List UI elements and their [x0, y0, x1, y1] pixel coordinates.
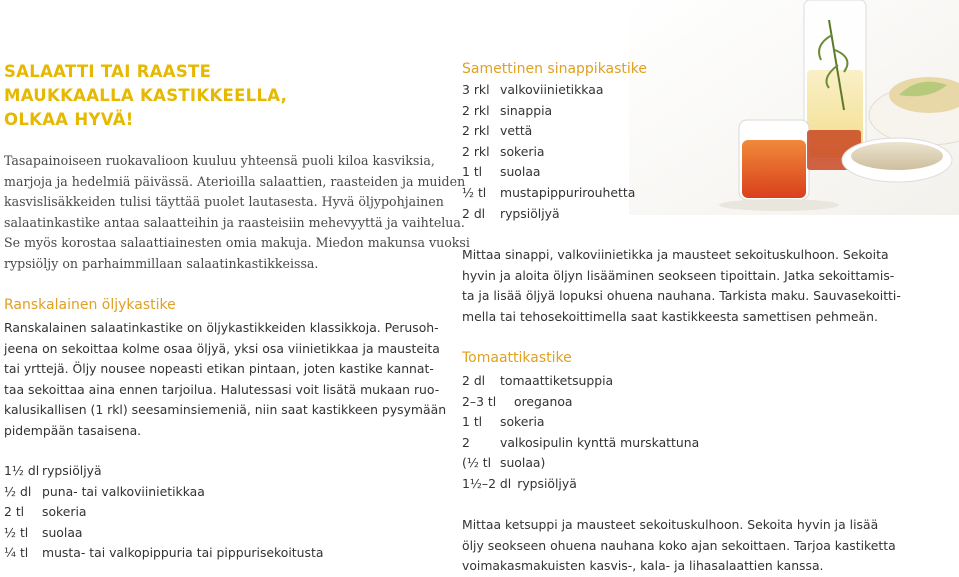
method-line: mella tai tehosekoittimella saat kastikkeesta samettisen pehmeän. [462, 308, 878, 324]
ingredient-name: rypsiöljyä [517, 475, 577, 491]
method-line: voimakasmakuisten kasvis-, kala- ja lihasalaattien kanssa. [462, 558, 824, 574]
ingredient-name: sokeria [500, 143, 545, 159]
ingredient-list-ranskalainen [4, 461, 323, 564]
ingredient-row [462, 101, 635, 122]
ingredient-name: sinappia [500, 102, 553, 118]
section-title-tomaattikastike: Tomaattikastike [462, 350, 572, 366]
ingredient-quantity: ½ tl [4, 524, 29, 540]
ingredient-quantity: 3 rkl [462, 82, 490, 97]
paragraph-line: taa sekoittaa aina ennen tarjoilua. Halutessasi voit lisätä mukaan ruo- [4, 381, 440, 397]
ranskalainen-paragraph [4, 318, 447, 442]
ingredient-list-tomaattikastike [462, 371, 699, 495]
method-line: öljy seokseen ohuena nauhana koko ajan sekoittaen. Tarjoa kastiketta [462, 537, 896, 553]
ingredient-quantity: 2–3 tl [462, 393, 497, 409]
paragraph-line: pidempään tasaisena. [4, 422, 142, 438]
ingredient-row [4, 482, 323, 503]
ingredient-row [462, 474, 699, 495]
ingredient-name: suolaa [500, 164, 541, 180]
intro-line: rypsiöljy on parhaimmillaan salaatinkastikkeissa. [4, 255, 319, 271]
ingredient-row [462, 204, 635, 225]
ingredient-row [462, 162, 635, 183]
ingredient-quantity: 2 [462, 434, 470, 450]
ingredient-row [462, 453, 699, 474]
ingredient-row [462, 412, 699, 433]
dressing-glasses-photo [629, 0, 959, 215]
ingredient-row [4, 461, 323, 482]
section-title-sinappikastike: Samettinen sinappikastike [462, 61, 648, 77]
ingredient-name: musta- tai valkopippuria tai pippurisekoitusta [42, 545, 324, 561]
ingredient-quantity: 1½ dl [4, 463, 40, 478]
intro-line: marjoja ja hedelmiä päivässä. Aterioilla salaattien, raasteiden ja muiden [4, 173, 466, 189]
ingredient-name: suolaa [42, 524, 83, 540]
intro-line: kasvislisäkkeiden tulisi täyttää puolet lautasesta. Hyvä öljypohjainen [4, 194, 444, 210]
title-line: SALAATTI TAI RAASTE [4, 62, 212, 81]
ingredient-row [462, 183, 635, 204]
ingredient-name: sokeria [42, 504, 87, 520]
tomaattikastike-method [462, 515, 952, 577]
ingredient-quantity: 2 dl [462, 205, 486, 221]
title-line: MAUKKAALLA KASTIKKEELLA, [4, 86, 288, 105]
ingredient-list-sinappikastike [462, 80, 635, 224]
ingredient-name: sokeria [500, 414, 545, 430]
ingredient-name: puna- tai valkoviinietikkaa [42, 483, 205, 499]
ingredient-quantity: ½ tl [462, 184, 487, 200]
method-line: hyvin ja aloita öljyn lisääminen seokseen tipoittain. Jatka sekoittamis- [462, 267, 895, 283]
ingredient-row [462, 142, 635, 163]
intro-paragraph [4, 151, 470, 275]
ingredient-name: tomaattiketsuppia [500, 373, 614, 388]
ingredient-name: suolaa) [500, 455, 546, 471]
paragraph-line: jeena on sekoittaa kolme osaa öljyä, yksi osa viinietikkaa ja mausteita [4, 340, 440, 356]
intro-line: Se myös korostaa salaattiainesten omia makuja. Miedon makunsa vuoksi [4, 235, 470, 251]
title-line: OLKAA HYVÄ! [4, 110, 134, 129]
paragraph-line: tai yrttejä. Öljy nousee nopeasti etikan pintaan, joten kastike kannat- [4, 361, 434, 377]
ingredient-name: oreganoa [514, 393, 573, 409]
ingredient-name: valkosipulin kynttä murskattuna [500, 434, 700, 450]
paragraph-line: Ranskalainen salaatinkastike on öljykastikkeiden klassikkoja. Perusoh- [4, 320, 439, 335]
paragraph-line: kalusikallisen (1 rkl) seesaminsiemeniä, niin saat kastikkeen pysymään [4, 402, 447, 418]
ingredient-row [462, 392, 699, 413]
ingredient-row [462, 80, 635, 101]
method-line: Mittaa sinappi, valkoviinietikka ja mausteet sekoituskulhoon. Sekoita [462, 247, 889, 262]
ingredient-name: rypsiöljyä [500, 205, 560, 221]
ingredient-row [462, 121, 635, 142]
section-title-ranskalainen: Ranskalainen öljykastike [4, 297, 176, 313]
ingredient-quantity: 2 rkl [462, 143, 490, 159]
page-title [4, 60, 287, 132]
ingredient-row [462, 433, 699, 454]
ingredient-quantity: 2 dl [462, 373, 486, 388]
ingredient-quantity: 2 rkl [462, 123, 490, 139]
ingredient-name: vettä [500, 123, 533, 139]
ingredient-quantity: (½ tl [462, 455, 492, 471]
ingredient-quantity: 1 tl [462, 164, 483, 180]
ingredient-row [4, 502, 323, 523]
ingredient-quantity: 2 rkl [462, 102, 490, 118]
ingredient-name: mustapippurirouhetta [500, 184, 636, 200]
ingredient-quantity: 1½–2 dl [462, 475, 512, 491]
ingredient-quantity: 2 tl [4, 504, 25, 520]
ingredient-row [4, 523, 323, 544]
ingredient-quantity: ½ dl [4, 483, 32, 499]
ingredient-name: valkoviinietikkaa [500, 82, 604, 97]
ingredient-quantity: ¼ tl [4, 545, 29, 561]
ingredient-quantity: 1 tl [462, 414, 483, 430]
ingredient-row [4, 543, 323, 564]
ingredient-row [462, 371, 699, 392]
method-line: ta ja lisää öljyä lopuksi ohuena nauhana. Tarkista maku. Sauvasekoitti- [462, 288, 901, 304]
intro-line: Tasapainoiseen ruokavalioon kuuluu yhteensä puoli kiloa kasviksia, [4, 153, 435, 168]
intro-line: salaatinkastike antaa salaatteihin ja raasteisiin mehevyyttä ja vaihtelua. [4, 214, 465, 230]
sinappikastike-method [462, 245, 952, 327]
method-line: Mittaa ketsuppi ja mausteet sekoituskulhoon. Sekoita hyvin ja lisää [462, 517, 879, 532]
ingredient-name: rypsiöljyä [42, 463, 102, 478]
